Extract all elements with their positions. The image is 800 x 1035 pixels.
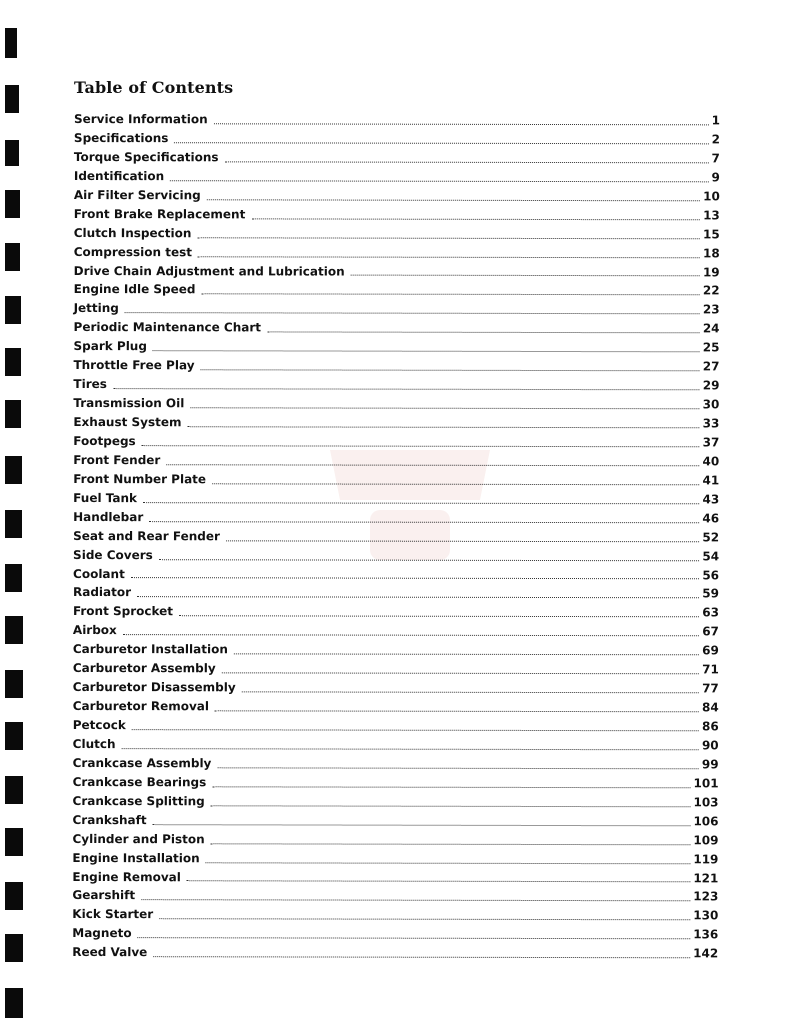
- binding-holes: [0, 0, 30, 1035]
- toc-dot-leader: [202, 293, 700, 296]
- toc-dot-leader: [170, 179, 708, 182]
- toc-entry-page-number: 84: [702, 700, 719, 715]
- toc-entry-title: Seat and Rear Fender: [73, 528, 220, 543]
- toc-dot-leader: [153, 955, 690, 958]
- toc-entry-page-number: 40: [702, 454, 720, 469]
- toc-dot-leader: [211, 804, 691, 807]
- toc-entry: [73, 754, 719, 774]
- toc-entry-title: Torque Specifications: [73, 149, 219, 165]
- toc-entry-page-number: 123: [693, 889, 719, 904]
- toc-entry-title: Front Number Plate: [73, 471, 207, 487]
- toc-entry-page-number: 69: [702, 643, 719, 658]
- toc-entry-title: Jetting: [73, 301, 119, 316]
- toc-dot-leader: [187, 880, 690, 883]
- table-of-contents: [72, 110, 720, 964]
- toc-entry: [73, 356, 719, 376]
- toc-entry: [73, 583, 719, 603]
- toc-dot-leader: [149, 520, 699, 523]
- toc-entry: [73, 337, 719, 357]
- toc-dot-leader: [267, 331, 700, 334]
- binding-hole: [5, 28, 17, 58]
- toc-entry: [73, 394, 719, 414]
- toc-entry-title: Kick Starter: [72, 907, 154, 922]
- toc-entry-title: Throttle Free Play: [73, 358, 195, 373]
- toc-entry-page-number: 13: [703, 208, 720, 223]
- toc-entry: [74, 110, 720, 130]
- binding-hole: [5, 988, 23, 1018]
- toc-entry-page-number: 9: [711, 170, 720, 185]
- toc-entry-page-number: 7: [711, 151, 720, 166]
- binding-hole: [5, 348, 21, 376]
- toc-entry: [73, 773, 719, 793]
- toc-entry-title: Engine Idle Speed: [73, 282, 196, 297]
- toc-entry-title: Fuel Tank: [73, 490, 138, 505]
- binding-hole: [5, 510, 22, 538]
- toc-dot-leader: [131, 577, 700, 580]
- binding-hole: [5, 670, 23, 698]
- toc-entry: [74, 243, 720, 263]
- toc-dot-leader: [234, 653, 699, 656]
- toc-entry: [73, 432, 719, 452]
- toc-dot-leader: [251, 217, 700, 220]
- toc-entry-title: Crankshaft: [72, 812, 147, 827]
- toc-entry-title: Gearshift: [72, 888, 136, 903]
- toc-entry-title: Magneto: [72, 926, 132, 941]
- binding-hole: [5, 882, 23, 910]
- toc-entry-title: Airbox: [72, 623, 117, 638]
- binding-hole: [5, 140, 19, 166]
- toc-entry-page-number: 59: [702, 586, 720, 601]
- toc-dot-leader: [142, 444, 700, 447]
- toc-entry-page-number: 56: [702, 567, 720, 582]
- toc-entry: [74, 129, 720, 149]
- toc-entry: [72, 943, 718, 963]
- toc-dot-leader: [179, 615, 699, 618]
- toc-entry-title: Identification: [73, 168, 165, 184]
- toc-entry: [74, 167, 720, 187]
- toc-entry-title: Periodic Maintenance Chart: [73, 320, 262, 335]
- toc-dot-leader: [201, 368, 700, 371]
- toc-entry-title: Engine Installation: [72, 850, 200, 865]
- toc-entry-title: Engine Removal: [72, 869, 181, 884]
- binding-hole: [5, 722, 23, 750]
- toc-entry-page-number: 106: [693, 813, 719, 829]
- toc-entry-title: Carburetor Disassembly: [72, 680, 236, 695]
- toc-entry: [73, 659, 719, 679]
- toc-dot-leader: [212, 785, 690, 788]
- toc-entry-title: Crankcase Splitting: [72, 793, 205, 809]
- toc-entry-page-number: 43: [702, 492, 720, 507]
- toc-dot-leader: [198, 255, 700, 258]
- toc-entry-page-number: 27: [702, 359, 720, 374]
- toc-entry: [73, 678, 719, 698]
- toc-entry-title: Carburetor Assembly: [72, 661, 216, 676]
- toc-dot-leader: [153, 823, 691, 826]
- toc-dot-leader: [212, 482, 699, 485]
- toc-entry: [73, 508, 719, 528]
- toc-entry: [73, 564, 719, 584]
- binding-hole: [5, 934, 23, 962]
- toc-entry-page-number: 41: [702, 473, 720, 488]
- toc-entry-title: Front Brake Replacement: [73, 206, 246, 222]
- toc-dot-leader: [138, 936, 691, 939]
- toc-dot-leader: [214, 122, 709, 125]
- toc-entry-page-number: 121: [693, 870, 719, 885]
- toc-entry: [72, 867, 718, 887]
- toc-entry: [73, 413, 719, 433]
- toc-entry-title: Reed Valve: [72, 945, 148, 960]
- toc-entry: [74, 261, 720, 281]
- toc-entry: [73, 375, 719, 395]
- toc-entry-page-number: 10: [703, 189, 720, 204]
- toc-entry-page-number: 99: [701, 757, 719, 772]
- toc-entry: [74, 318, 720, 338]
- binding-hole: [5, 400, 21, 428]
- binding-hole: [5, 296, 21, 324]
- toc-entry-page-number: 136: [693, 927, 719, 942]
- toc-dot-leader: [242, 690, 699, 693]
- toc-entry-page-number: 86: [701, 719, 719, 734]
- toc-dot-leader: [226, 539, 699, 542]
- toc-entry-title: Specifications: [73, 130, 169, 146]
- toc-entry-page-number: 30: [702, 397, 720, 412]
- toc-dot-leader: [211, 842, 691, 845]
- toc-dot-leader: [122, 747, 699, 750]
- toc-dot-leader: [141, 899, 690, 902]
- toc-dot-leader: [113, 387, 700, 390]
- toc-entry-title: Tires: [73, 377, 107, 392]
- toc-entry: [73, 489, 719, 509]
- toc-entry-page-number: 101: [693, 776, 719, 791]
- toc-entry-page-number: 54: [702, 548, 720, 563]
- toc-entry: [72, 886, 718, 906]
- toc-entry: [74, 205, 720, 225]
- toc-entry-title: Air Filter Servicing: [73, 187, 201, 203]
- toc-entry: [73, 602, 719, 622]
- toc-entry-title: Petcock: [72, 717, 126, 733]
- toc-entry: [72, 830, 718, 850]
- toc-dot-leader: [132, 728, 699, 731]
- toc-entry-title: Handlebar: [73, 509, 144, 524]
- toc-entry: [73, 527, 719, 547]
- toc-dot-leader: [225, 160, 709, 163]
- toc-entry-page-number: 2: [711, 132, 720, 147]
- binding-hole: [5, 190, 20, 218]
- toc-dot-leader: [197, 236, 700, 239]
- binding-hole: [5, 456, 22, 484]
- toc-entry-page-number: 23: [702, 302, 720, 317]
- binding-hole: [5, 85, 19, 113]
- toc-entry-title: Clutch: [72, 736, 116, 752]
- toc-entry: [73, 621, 719, 641]
- toc-entry-title: Footpegs: [73, 433, 136, 449]
- toc-entry: [72, 849, 718, 869]
- binding-hole: [5, 776, 23, 804]
- toc-entry-page-number: 71: [702, 662, 719, 677]
- toc-entry: [72, 811, 718, 831]
- toc-dot-leader: [351, 274, 700, 277]
- toc-dot-leader: [123, 633, 699, 636]
- toc-dot-leader: [159, 558, 700, 561]
- binding-hole: [5, 616, 23, 644]
- toc-entry-page-number: 52: [702, 529, 720, 544]
- toc-entry-title: Exhaust System: [73, 414, 182, 430]
- toc-dot-leader: [137, 596, 699, 599]
- toc-dot-leader: [207, 198, 700, 201]
- toc-entry: [73, 792, 719, 812]
- toc-entry: [73, 716, 719, 736]
- toc-entry-title: Drive Chain Adjustment and Lubrication: [73, 263, 345, 279]
- toc-dot-leader: [217, 766, 699, 769]
- binding-hole: [5, 243, 20, 271]
- toc-entry-title: Cylinder and Piston: [72, 831, 205, 846]
- toc-entry-title: Service Information: [73, 111, 208, 127]
- page-title: Table of Contents: [74, 78, 234, 97]
- toc-entry-title: Front Sprocket: [72, 604, 174, 619]
- toc-entry: [73, 451, 719, 471]
- toc-entry-page-number: 29: [702, 378, 720, 393]
- toc-dot-leader: [215, 709, 699, 712]
- toc-entry: [74, 280, 720, 300]
- toc-entry-title: Compression test: [73, 244, 193, 259]
- toc-entry-title: Crankcase Assembly: [72, 755, 212, 771]
- toc-entry-title: Clutch Inspection: [73, 225, 192, 240]
- toc-entry-title: Transmission Oil: [73, 396, 185, 411]
- toc-entry-page-number: 67: [702, 624, 719, 639]
- toc-dot-leader: [206, 861, 691, 864]
- toc-entry: [72, 924, 718, 944]
- toc-dot-leader: [174, 141, 708, 144]
- toc-entry-page-number: 103: [693, 795, 719, 810]
- toc-entry: [74, 148, 720, 168]
- toc-entry-title: Coolant: [73, 566, 125, 581]
- toc-entry-title: Crankcase Bearings: [72, 774, 207, 790]
- toc-entry-page-number: 142: [693, 946, 719, 961]
- toc-entry-page-number: 1: [711, 113, 720, 128]
- binding-hole: [5, 564, 22, 592]
- toc-entry-page-number: 25: [702, 340, 720, 355]
- toc-entry: [73, 735, 719, 755]
- toc-entry-title: Side Covers: [73, 547, 153, 562]
- toc-dot-leader: [153, 349, 700, 352]
- toc-entry-page-number: 63: [702, 605, 719, 620]
- toc-entry-title: Carburetor Installation: [72, 642, 228, 657]
- toc-dot-leader: [222, 671, 699, 674]
- toc-entry-page-number: 22: [702, 283, 720, 298]
- toc-dot-leader: [188, 425, 700, 428]
- toc-dot-leader: [159, 917, 690, 920]
- toc-entry-page-number: 15: [703, 226, 720, 241]
- toc-entry: [74, 186, 720, 206]
- toc-entry-page-number: 77: [702, 681, 719, 696]
- toc-entry: [73, 546, 719, 566]
- toc-dot-leader: [166, 463, 699, 466]
- toc-entry: [72, 905, 718, 925]
- toc-dot-leader: [125, 311, 700, 314]
- toc-entry: [73, 640, 719, 660]
- toc-entry-page-number: 37: [702, 435, 720, 450]
- toc-entry: [73, 697, 719, 717]
- toc-entry-page-number: 18: [702, 245, 720, 260]
- toc-dot-leader: [143, 501, 699, 504]
- toc-entry: [74, 299, 720, 319]
- toc-dot-leader: [190, 406, 699, 409]
- toc-entry-page-number: 33: [702, 416, 720, 431]
- toc-entry-page-number: 109: [693, 832, 719, 847]
- toc-entry-title: Carburetor Removal: [72, 699, 210, 714]
- toc-entry-page-number: 90: [701, 738, 719, 753]
- binding-hole: [5, 828, 23, 856]
- toc-entry: [74, 224, 720, 244]
- toc-entry-title: Front Fender: [73, 452, 161, 468]
- toc-entry-page-number: 24: [702, 321, 720, 336]
- toc-entry-page-number: 19: [702, 264, 720, 279]
- toc-entry-page-number: 46: [702, 511, 720, 526]
- toc-entry-title: Radiator: [72, 585, 132, 600]
- toc-entry-title: Spark Plug: [73, 339, 147, 354]
- toc-entry: [73, 470, 719, 490]
- toc-entry-page-number: 130: [693, 908, 719, 923]
- toc-entry-page-number: 119: [693, 851, 719, 866]
